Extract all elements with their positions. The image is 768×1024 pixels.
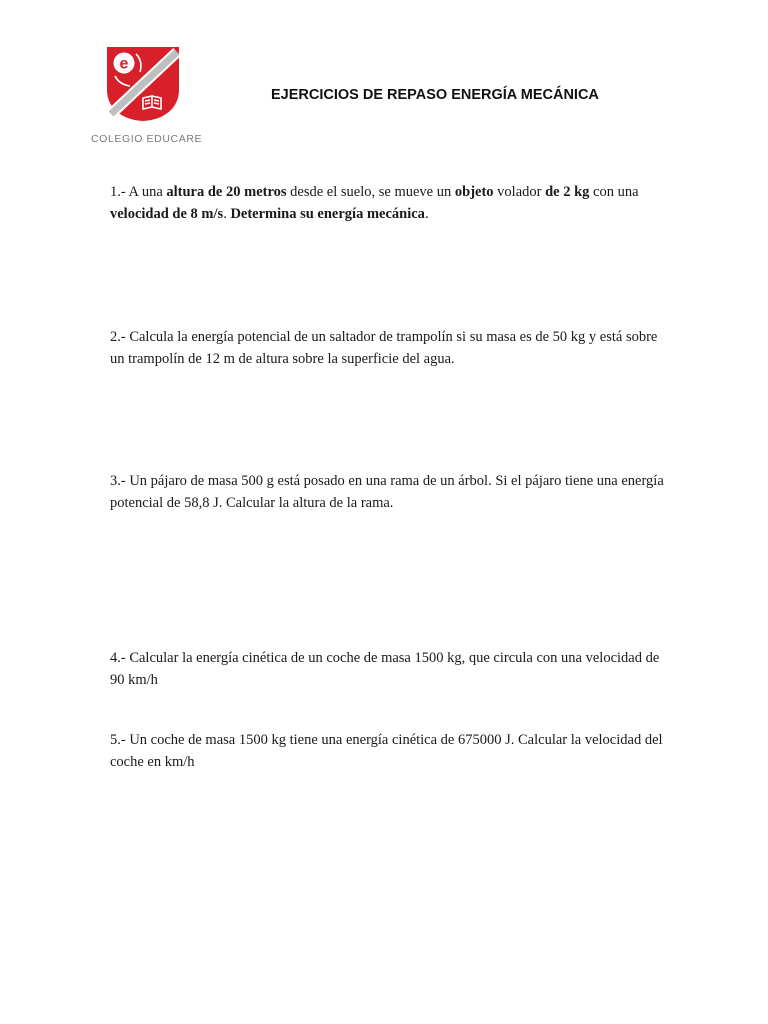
school-name: COLEGIO EDUCARE [91,133,203,145]
exercise-1-segment: con una [589,184,639,200]
exercise-1-segment: 1.- A una [110,184,167,200]
exercise-1-segment-bold: velocidad de 8 m/s [110,206,224,222]
exercise-1-segment-bold: objeto [454,184,494,200]
exercise-2: 2.- Calcula la energía potencial de un saltador de trampolín si su masa es de 50 kg y está sobre un trampolín de 12 m de altura sobre la superficie del agua. [110,329,658,367]
exercise-1-segment: desde el suelo, se mueve un [286,184,455,200]
page-title: EJERCICIOS DE REPASO ENERGÍA MECÁNICA [271,87,599,103]
exercise-1-segment: . [223,206,231,222]
crest-letter: e [119,55,129,73]
exercise-3: 3.- Un pájaro de masa 500 g está posado en una rama de un árbol. Si el pájaro tiene una energía potencial de 58,8 J. Calcular la altura de la rama. [110,473,664,511]
exercise-1-segment-bold: de 2 kg [545,184,590,200]
exercise-1-segment-bold: Determina su energía mecánica [230,206,425,222]
school-crest-logo [106,46,180,122]
exercise-4: 4.- Calcular la energía cinética de un coche de masa 1500 kg, que circula con una velocidad de 90 km/h [110,650,660,688]
exercise-1-segment-bold: altura de 20 metros [166,184,287,200]
exercise-1-segment: volador [493,184,546,200]
exercise-1 [110,181,670,225]
exercise-5: 5.- Un coche de masa 1500 kg tiene una energía cinética de 675000 J. Calcular la velocidad del coche en km/h [110,732,663,770]
exercise-1-segment: . [424,206,429,222]
